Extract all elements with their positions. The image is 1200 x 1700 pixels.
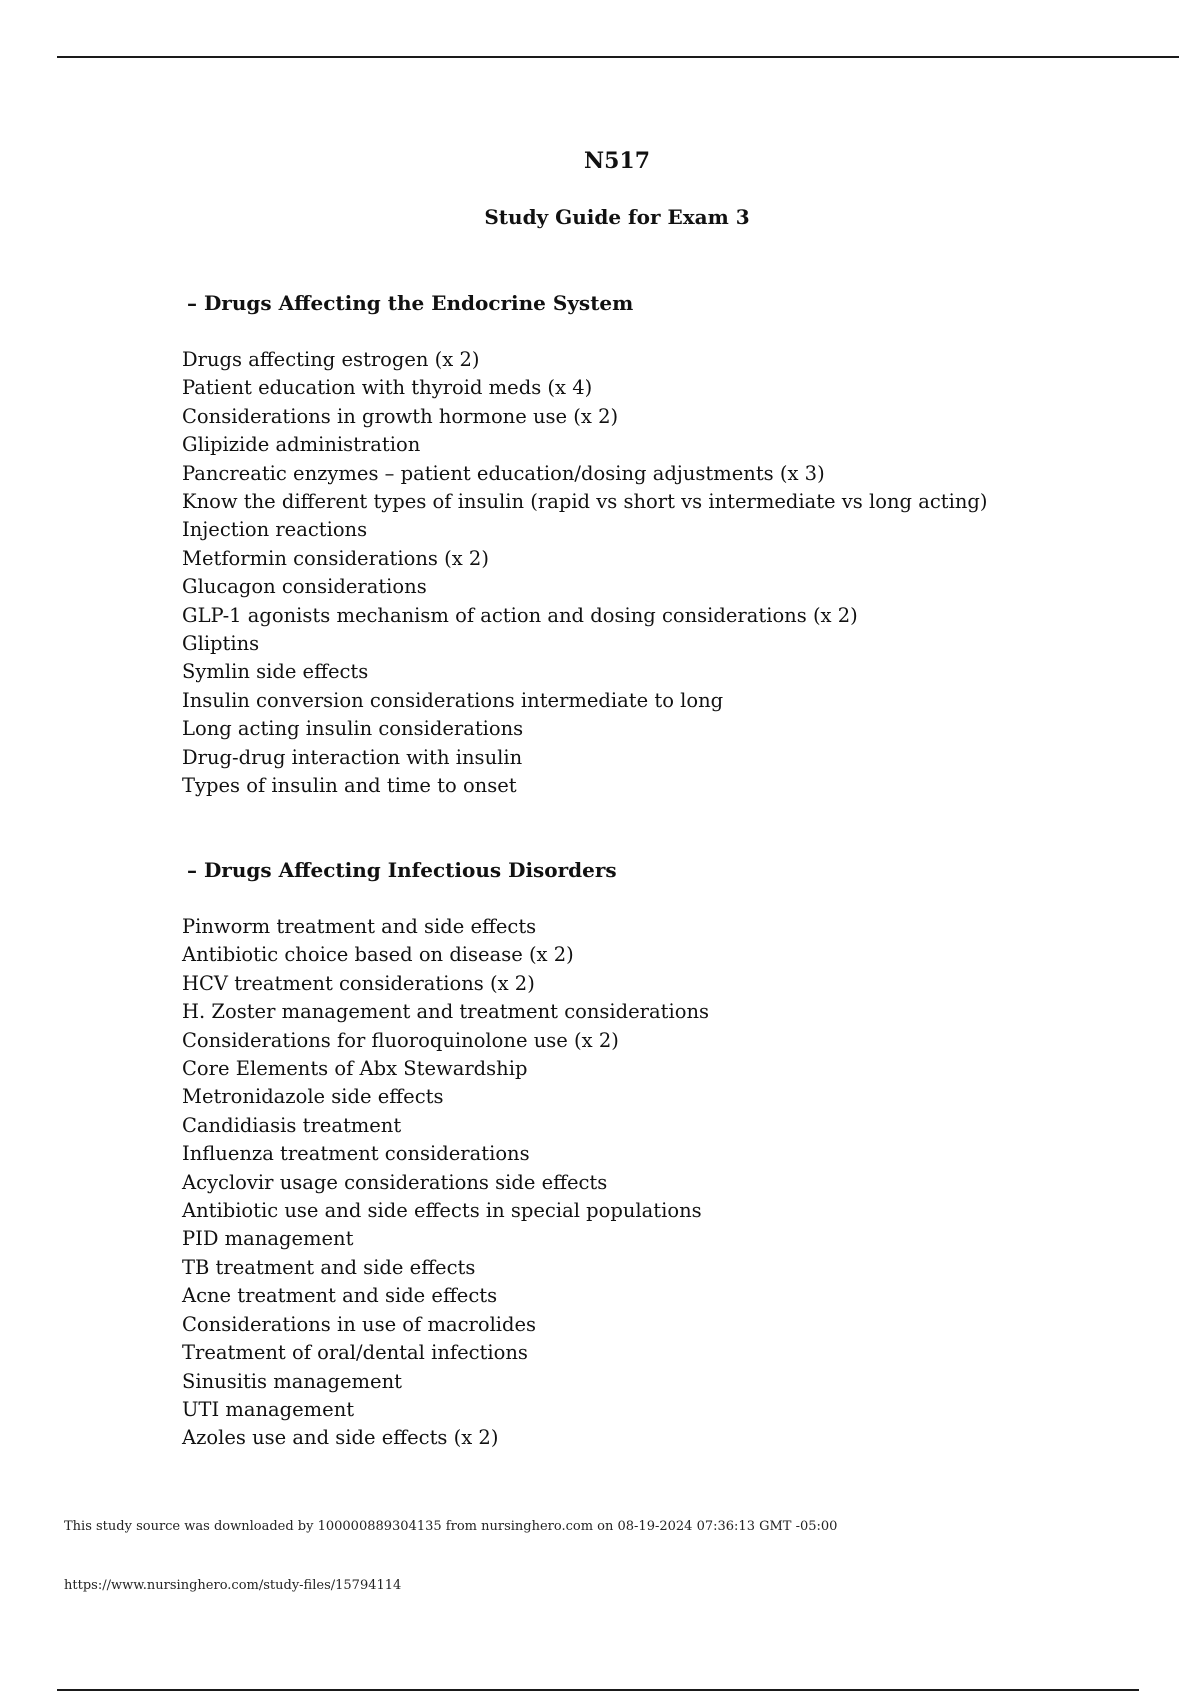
topic-item: Pinworm treatment and side effects (182, 915, 537, 938)
topic-item: Glucagon considerations (182, 575, 427, 599)
topic-item: Antibiotic use and side effects in special populations (182, 1199, 702, 1223)
topic-item: Gliptins (182, 632, 260, 656)
topic-item: Patient education with thyroid meds (x 4) (182, 376, 593, 400)
topic-item: Metronidazole side effects (182, 1085, 444, 1109)
topic-item: PID management (182, 1227, 354, 1251)
topic-item: Metformin considerations (x 2) (182, 546, 489, 570)
topic-item: Know the different types of insulin (rapid vs short vs intermediate vs long acting) (182, 490, 988, 514)
topic-item: Types of insulin and time to onset (182, 774, 517, 798)
topic-item: Core Elements of Abx Stewardship (182, 1057, 528, 1081)
section-endocrine (182, 289, 1082, 801)
topic-item: Drug-drug interaction with insulin (182, 745, 523, 769)
topic-item: Acne treatment and side effects (182, 1284, 498, 1308)
download-notice: This study source was downloaded by 100000889304135 from nursinghero.com on 08-19-2024 07:36:13 GMT -05:00 (64, 1519, 838, 1534)
topic-item: Long acting insulin considerations (182, 717, 524, 741)
topic-item: Insulin conversion considerations intermediate to long (182, 688, 724, 712)
topic-item: Considerations in growth hormone use (x 2) (182, 404, 619, 428)
topic-item: Antibiotic choice based on disease (x 2) (182, 943, 574, 967)
topic-item: Pancreatic enzymes – patient education/dosing adjustments (x 3) (182, 461, 825, 485)
topic-item: UTI management (182, 1397, 355, 1421)
topic-item: HCV treatment considerations (x 2) (182, 971, 535, 995)
section-heading: – Drugs Affecting the Endocrine System (187, 291, 634, 315)
topic-item: Glipizide administration (182, 433, 421, 457)
topic-item: Azoles use and side effects (x 2) (182, 1426, 499, 1450)
section-heading: – Drugs Affecting Infectious Disorders (187, 858, 617, 882)
topic-item: Sinusitis management (182, 1369, 402, 1393)
topic-item: Drugs affecting estrogen (x 2) (182, 348, 480, 371)
topic-item: Considerations in use of macrolides (182, 1312, 537, 1336)
top-rule (57, 56, 1179, 58)
course-code: N517 (583, 148, 651, 174)
section-infectious (182, 856, 1082, 1453)
topic-item: Treatment of oral/dental infections (182, 1341, 528, 1365)
topic-item: GLP-1 agonists mechanism of action and dosing considerations (x 2) (182, 603, 858, 627)
topic-list (182, 346, 1082, 801)
topic-item: Considerations for fluoroquinolone use (x 2) (182, 1028, 619, 1052)
document-title: Study Guide for Exam 3 (484, 205, 750, 229)
topic-item: H. Zoster management and treatment considerations (182, 1000, 710, 1024)
topic-item: Acyclovir usage considerations side effects (182, 1170, 608, 1194)
source-url: https://www.nursinghero.com/study-files/15794114 (64, 1578, 402, 1593)
topic-item: TB treatment and side effects (182, 1255, 476, 1279)
topic-list (182, 913, 1082, 1453)
topic-item: Influenza treatment considerations (182, 1142, 530, 1166)
topic-item: Symlin side effects (182, 660, 369, 684)
bottom-rule (57, 1689, 1139, 1691)
topic-item: Candidiasis treatment (182, 1113, 402, 1137)
topic-item: Injection reactions (182, 518, 368, 542)
